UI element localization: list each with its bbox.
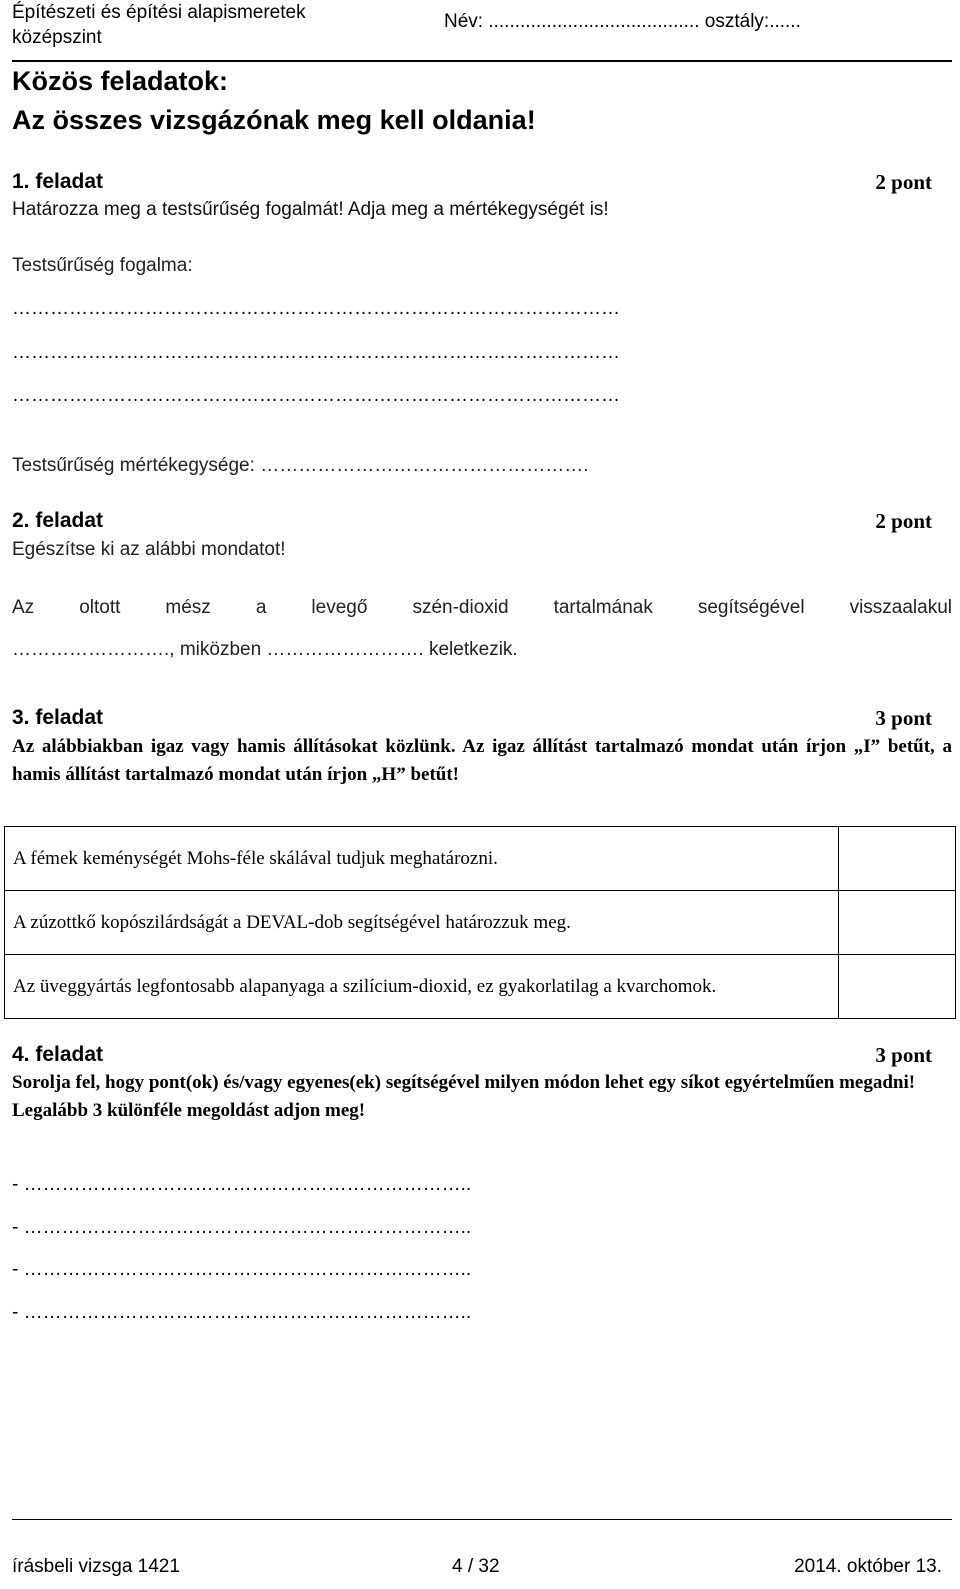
header-subject-line2: középszint: [12, 27, 102, 48]
task1-points: 2 pont: [875, 170, 932, 194]
task3-answer-cell-2[interactable]: [839, 891, 956, 955]
header-subject: [12, 0, 372, 50]
footer-date: 2014. október 13.: [794, 1556, 942, 1577]
task3-statement-2: A zúzottkő kopószilárdságát a DEVAL-dob segítségével határozzuk meg.: [5, 891, 839, 955]
task3-points: 3 pont: [875, 706, 932, 730]
task1-instruction: Határozza meg a testsűrűség fogalmát! Adja meg a mértékegységét is!: [12, 199, 609, 220]
task3-instruction: Az alábbiakban igaz vagy hamis állításokat közlünk. Az igaz állítást tartalmazó mondat után írjon „I” betűt, a hamis állítást tartalmazó mondat után írjon „H” betűt!: [12, 736, 952, 785]
task3-statements-table: [4, 826, 956, 1019]
header-subject-line1: Építészeti és építési alapismeretek: [12, 2, 306, 23]
footer-page-number: 4 / 32: [452, 1556, 500, 1577]
task3-answer-cell-1[interactable]: [839, 827, 956, 891]
task1-title: 1. feladat: [12, 170, 104, 193]
task4-points: 3 pont: [875, 1043, 932, 1067]
task1-unit-answer[interactable]: …………………………………………….: [260, 455, 589, 476]
task3-statement-1: A fémek keménységét Mohs-féle skálával tudjuk meghatározni.: [5, 827, 839, 891]
task4-instruction: Sorolja fel, hogy pont(ok) és/vagy egyenes(ek) segítségével milyen módon lehet egy síkot egyértelműen megadni! Legalább 3 különféle megoldást adjon meg!: [12, 1072, 916, 1121]
task2-instruction: Egészítse ki az alábbi mondatot!: [12, 539, 286, 560]
task1-unit-row: [12, 452, 588, 480]
header-divider: [12, 60, 952, 62]
task2-sentence-line1: Az oltott mész a levegő szén-dioxid tartalmának segítségével visszaalakul: [12, 597, 952, 618]
section-heading-line1: Közös feladatok:: [12, 66, 229, 96]
task3-title: 3. feladat: [12, 706, 104, 729]
task4-answer-line-1[interactable]: - ……………………………………………………………..: [12, 1174, 472, 1195]
task1-definition-label: Testsűrűség fogalma:: [12, 255, 193, 276]
table-row: [5, 955, 956, 1019]
task3-statement-3: Az üveggyártás legfontosabb alapanyaga a szilícium-dioxid, ez gyakorlatilag a kvarchomok.: [5, 955, 839, 1019]
task1-unit-label: Testsűrűség mértékegysége:: [12, 455, 255, 476]
task4-title: 4. feladat: [12, 1043, 104, 1066]
header-name-field: Név: ........................................ osztály:......: [444, 11, 801, 32]
footer-divider: [12, 1519, 952, 1520]
task2-title: 2. feladat: [12, 509, 104, 532]
task2-sentence-line2[interactable]: ……………………., miközben ……………………. keletkezik.: [12, 639, 518, 660]
table-row: [5, 891, 956, 955]
task1-answer-line3[interactable]: ……………………………………………………………………………………: [12, 385, 620, 406]
footer-exam-code: írásbeli vizsga 1421: [12, 1556, 180, 1577]
table-row: [5, 827, 956, 891]
task1-answer-line2[interactable]: ……………………………………………………………………………………: [12, 342, 620, 363]
section-heading-line2: Az összes vizsgázónak meg kell oldania!: [12, 105, 536, 135]
task4-answer-line-4[interactable]: - ……………………………………………………………..: [12, 1302, 472, 1323]
task4-answer-line-3[interactable]: - ……………………………………………………………..: [12, 1259, 472, 1280]
task3-answer-cell-3[interactable]: [839, 955, 956, 1019]
task2-points: 2 pont: [875, 509, 932, 533]
task4-answer-line-2[interactable]: - ……………………………………………………………..: [12, 1217, 472, 1238]
task1-answer-line1[interactable]: ……………………………………………………………………………………: [12, 298, 620, 319]
